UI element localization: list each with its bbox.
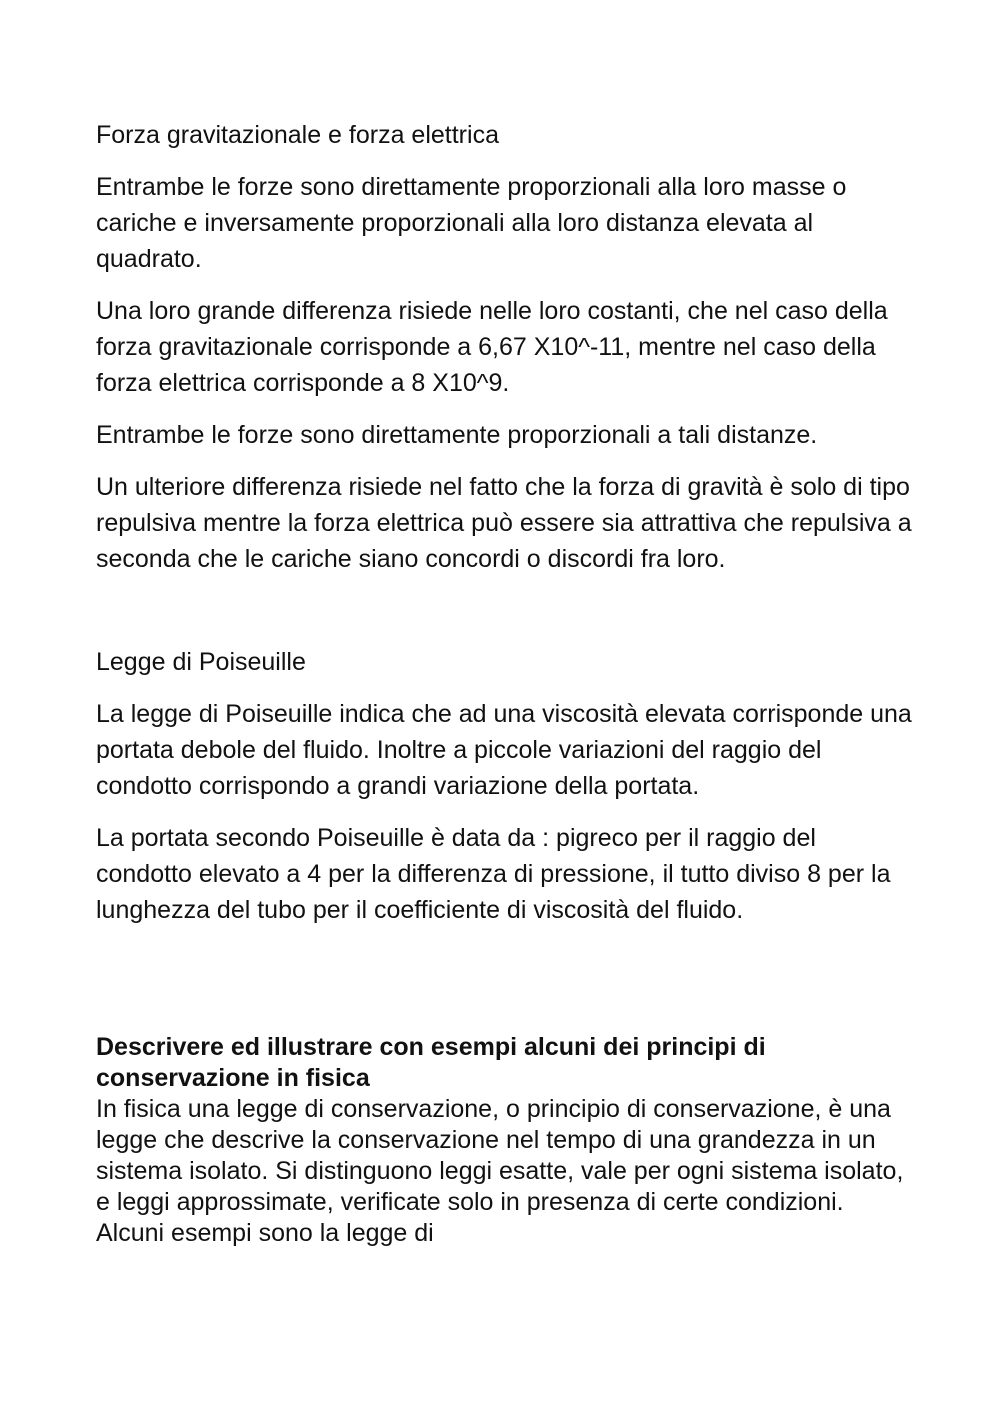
paragraph: La portata secondo Poiseuille è data da : pigreco per il raggio del condotto elevato a 4 per la differenza di pressione, il tutto diviso 8 per la lunghezza del tubo per il coefficiente di viscosità del fluido. (96, 824, 891, 924)
paragraph: In fisica una legge di conservazione, o principio di conservazione, è una legge che descrive la conservazione nel tempo di una grandezza in un sistema isolato. Si distinguono leggi esatte, vale per ogni sistema isolato, e leggi approssimate, verificate solo in presenza di certe condizioni. Alcuni esempi sono la legge di (96, 1095, 904, 1247)
document-page (96, 118, 916, 1249)
paragraph: Entrambe le forze sono direttamente proporzionali a tali distanze. (96, 421, 818, 449)
section-heading: Descrivere ed illustrare con esempi alcuni dei principi di conservazione in fisica (96, 1033, 766, 1092)
spacer (96, 593, 916, 645)
spacer (96, 944, 916, 1032)
paragraph: La legge di Poiseuille indica che ad una viscosità elevata corrisponde una portata debole del fluido. Inoltre a piccole variazioni del raggio del condotto corrispondo a grandi variazione della portata. (96, 700, 912, 800)
paragraph: Entrambe le forze sono direttamente proporzionali alla loro masse o cariche e inversamente proporzionali alla loro distanza elevata al quadrato. (96, 173, 847, 273)
section-title: Legge di Poiseuille (96, 648, 306, 676)
paragraph: Una loro grande differenza risiede nelle loro costanti, che nel caso della forza gravitazionale corrisponde a 6,67 X10^-11, mentre nel caso della forza elettrica corrisponde a 8 X10^9. (96, 297, 888, 397)
section-poiseuille (96, 645, 916, 928)
section-conservation (96, 1032, 916, 1249)
section-title: Forza gravitazionale e forza elettrica (96, 121, 499, 149)
paragraph: Un ulteriore differenza risiede nel fatto che la forza di gravità è solo di tipo repulsiva mentre la forza elettrica può essere sia attrattiva che repulsiva a seconda che le cariche siano concordi o discordi fra loro. (96, 473, 912, 573)
section-gravity-electric (96, 118, 916, 577)
